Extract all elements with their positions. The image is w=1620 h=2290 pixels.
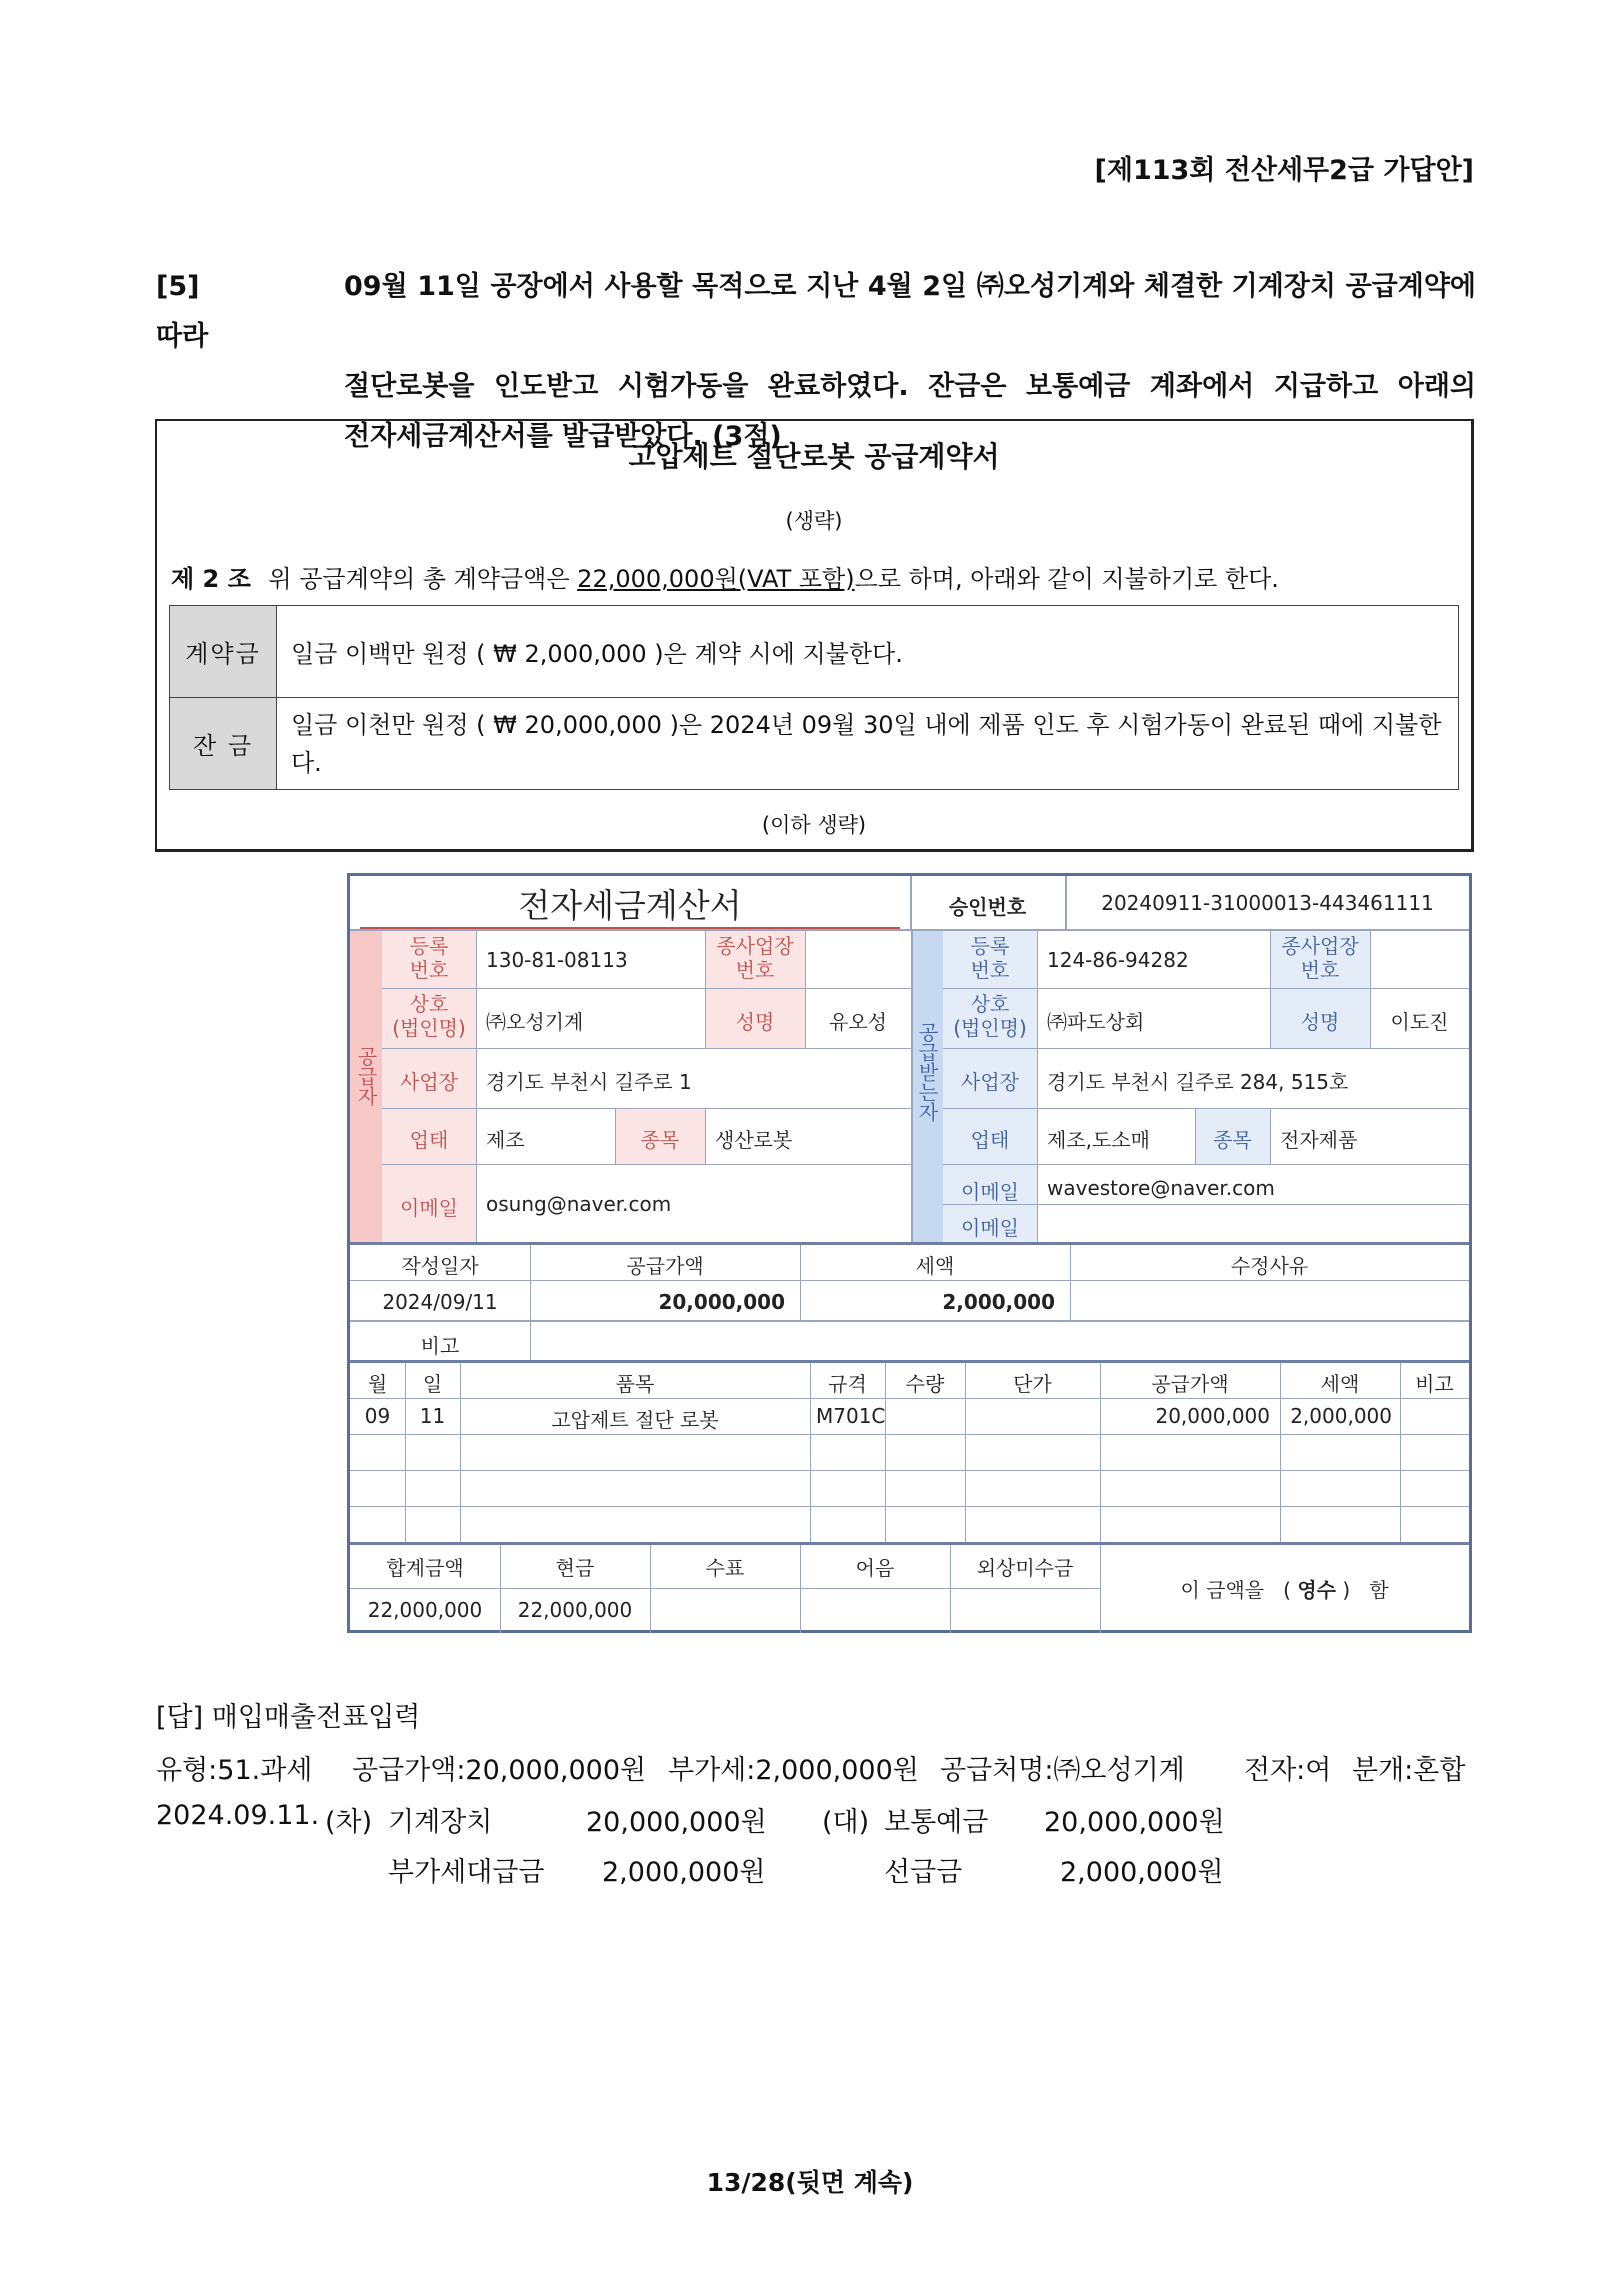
- approval-label: 승인번호: [948, 895, 1027, 919]
- line: [405, 1363, 406, 1542]
- buyer-side-label: [911, 1022, 943, 1127]
- item-header-month: 월: [367, 1372, 388, 1396]
- line: [350, 1242, 1469, 1245]
- buyer-reg-no: 124-86-94282: [1047, 948, 1189, 972]
- line: [1100, 1545, 1101, 1633]
- supply-header: 공급가액: [626, 1254, 704, 1278]
- debit-account-2: 부가세대급금: [388, 1857, 545, 1888]
- answer-vat: 부가세:2,000,000원: [668, 1755, 919, 1786]
- line: [1370, 930, 1371, 1048]
- buyer-company-label: 상호 (법인명): [953, 992, 1027, 1040]
- supplier-email: osung@naver.com: [486, 1192, 672, 1216]
- credit-amount-2: 2,000,000원: [1060, 1857, 1224, 1888]
- article-text-post: 으로 하며, 아래와 같이 지불하기로 한다.: [854, 565, 1279, 593]
- line: [810, 1363, 811, 1542]
- item-name: 고압제트 절단 로봇: [551, 1408, 719, 1432]
- line: [350, 1470, 1469, 1471]
- supplier-address: 경기도 부천시 길주로 1: [486, 1070, 692, 1094]
- total-sum: 22,000,000: [367, 1598, 483, 1622]
- line: [1037, 930, 1038, 1242]
- supplier-biz-item: 생산로봇: [715, 1128, 793, 1152]
- buyer-address: 경기도 부천시 길주로 284, 515호: [1047, 1070, 1349, 1094]
- article-text-pre: 위 공급계약의 총 계약금액은: [268, 565, 570, 593]
- answer-title: [답] 매입매출전표입력: [156, 1702, 421, 1733]
- line: [350, 1320, 1469, 1322]
- line: [950, 1545, 951, 1633]
- buyer-name-label: 성명: [1300, 1010, 1340, 1034]
- page-footer: 13/28(뒷면 계속): [706, 2168, 914, 2197]
- item-header-supply: 공급가액: [1151, 1372, 1229, 1396]
- credit-account-2: 선급금: [884, 1857, 963, 1888]
- line: [943, 1164, 1469, 1165]
- contract-omitted: (생략): [785, 509, 843, 533]
- receipt-word: 영수: [1297, 1578, 1336, 1602]
- debit-amount-2: 2,000,000원: [602, 1857, 766, 1888]
- item-header-unit-price: 단가: [1013, 1372, 1052, 1396]
- line: [1400, 1363, 1401, 1542]
- line: [1195, 1108, 1196, 1164]
- line: [615, 1108, 616, 1164]
- supplier-address-label: 사업장: [400, 1070, 458, 1094]
- item-month: 09: [364, 1404, 391, 1428]
- question-number: [5]: [156, 271, 200, 302]
- line: [350, 1506, 1469, 1507]
- line: [705, 930, 706, 1048]
- credit-amount-1: 20,000,000원: [1044, 1807, 1225, 1838]
- question-line-1: 09월 11일 공장에서 사용할 목적으로 지난 4월 2일 ㈜오성기계와 체결한 기계장치 공급계약에 따라: [156, 271, 1476, 352]
- line: [382, 1108, 911, 1109]
- buyer-name: 이도진: [1390, 1010, 1449, 1034]
- total-cash: 22,000,000: [517, 1598, 633, 1622]
- answer-vendor: 공급처명:㈜오성기계: [940, 1755, 1185, 1786]
- supplier-biz-item-label: 종목: [640, 1128, 680, 1152]
- supplier-side-label: [350, 1046, 382, 1111]
- item-header-name: 품목: [615, 1372, 655, 1396]
- line: [705, 1108, 706, 1164]
- contract-title: 고압제트 절단로봇 공급계약서: [628, 440, 1000, 473]
- item-header-tax: 세액: [1320, 1372, 1360, 1396]
- buyer-vertical-text: 공급받는자: [915, 1022, 939, 1122]
- buyer-email-label-2: 이메일: [961, 1216, 1019, 1240]
- supplier-biz-type-label: 업태: [409, 1128, 449, 1152]
- line: [500, 1545, 501, 1633]
- item-spec: M701C: [816, 1404, 886, 1428]
- payment-terms-table: [169, 605, 1459, 790]
- supplier-company: ㈜오성기계: [486, 1010, 584, 1034]
- supplier-reg-no: 130-81-08113: [486, 948, 628, 972]
- debit-amount-1: 20,000,000원: [586, 1807, 767, 1838]
- balance-text: 일금 이천만 원정 ( ₩ 20,000,000 )은 2024년 09월 30일 내에 제품 인도 후 시험가동이 완료된 때에 지불한다.: [277, 698, 1459, 790]
- line: [805, 930, 806, 1048]
- line: [1065, 876, 1067, 930]
- receipt-pre: 이 금액을: [1180, 1578, 1265, 1602]
- answer-type: 유형:51.과세: [156, 1755, 313, 1786]
- line: [1070, 1245, 1071, 1320]
- buyer-biz-type: 제조,도소매: [1047, 1128, 1150, 1152]
- total-header-cash: 현금: [555, 1556, 595, 1580]
- item-supply: 20,000,000: [1155, 1404, 1270, 1428]
- supplier-name: 유오성: [829, 1010, 887, 1034]
- line: [350, 1360, 1469, 1363]
- date-header: 작성일자: [401, 1254, 479, 1278]
- balance-label: 잔 금: [170, 698, 277, 790]
- buyer-biz-item: 전자제품: [1280, 1128, 1358, 1152]
- item-header-remark: 비고: [1415, 1372, 1454, 1396]
- line: [800, 1545, 801, 1633]
- item-header-day: 일: [422, 1372, 443, 1396]
- buyer-branch-no-label: 종사업장 번호: [1281, 934, 1359, 982]
- item-day: 11: [419, 1404, 446, 1428]
- line: [650, 1545, 651, 1633]
- line: [965, 1363, 966, 1542]
- line: [943, 988, 1469, 989]
- line: [1280, 1363, 1281, 1542]
- buyer-address-label: 사업장: [961, 1070, 1019, 1094]
- electronic-tax-invoice: [347, 873, 1472, 1633]
- receipt-statement: 이 금액을 ( 영수 ) 함: [1180, 1578, 1389, 1602]
- receipt-post: 함: [1369, 1578, 1389, 1602]
- approval-number: 20240911-31000013-443461111: [1101, 891, 1434, 915]
- total-header-check: 수표: [705, 1556, 745, 1580]
- supplier-company-label: 상호 (법인명): [392, 992, 466, 1040]
- line: [350, 1434, 1469, 1435]
- line: [1270, 1108, 1271, 1164]
- supplier-biz-type: 제조: [486, 1128, 525, 1152]
- supplier-email-label: 이메일: [400, 1196, 458, 1220]
- item-header-spec: 규격: [828, 1372, 867, 1396]
- journal-date: 2024.09.11.: [156, 1800, 320, 1831]
- item-tax: 2,000,000: [1290, 1404, 1392, 1428]
- invoice-title: 전자세금계산서: [518, 886, 742, 925]
- line: [911, 930, 913, 1242]
- question-line-3: 전자세금계산서를 발급받았다. (3점): [344, 421, 782, 452]
- line: [382, 1164, 911, 1165]
- contract-article-2: [171, 559, 1279, 594]
- line: [350, 929, 1469, 931]
- line: [460, 1363, 461, 1542]
- supplier-reg-no-label: 등록 번호: [409, 934, 449, 982]
- line: [1100, 1363, 1101, 1542]
- contract-omitted-end: (이하 생략): [761, 813, 867, 837]
- line: [476, 930, 477, 1242]
- line: [943, 1108, 1469, 1109]
- line: [350, 1588, 1100, 1589]
- line: [350, 1398, 1469, 1399]
- deposit-label: 계약금: [170, 606, 277, 698]
- answer-entry-mode: 분개:혼합: [1352, 1755, 1466, 1786]
- answer-supply: 공급가액:20,000,000원: [352, 1755, 647, 1786]
- buyer-biz-type-label: 업태: [970, 1128, 1010, 1152]
- invoice-supply-total: 20,000,000: [658, 1290, 785, 1314]
- debit-label: (차): [325, 1807, 373, 1838]
- line: [350, 1280, 1469, 1281]
- answer-electronic: 전자:여: [1244, 1755, 1332, 1786]
- remark-header: 비고: [420, 1334, 460, 1358]
- credit-label: (대): [822, 1807, 870, 1838]
- article-label: 제 2 조: [171, 565, 251, 593]
- item-header-qty: 수량: [905, 1372, 945, 1396]
- invoice-tax-total: 2,000,000: [942, 1290, 1055, 1314]
- total-header-note: 어음: [855, 1556, 895, 1580]
- supplier-name-label: 성명: [735, 1010, 775, 1034]
- total-header-sum: 합계금액: [386, 1556, 464, 1580]
- supply-contract: [155, 419, 1474, 852]
- line: [382, 988, 911, 989]
- line: [1270, 930, 1271, 1048]
- line: [800, 1245, 801, 1320]
- buyer-email-1: wavestore@naver.com: [1047, 1176, 1275, 1200]
- article-amount: 22,000,000원(VAT 포함): [577, 565, 855, 593]
- line: [943, 1048, 1469, 1049]
- supplier-branch-no-label: 종사업장 번호: [716, 934, 794, 982]
- line: [382, 1048, 911, 1049]
- line: [530, 1245, 531, 1360]
- supplier-vertical-text: 공급자: [354, 1046, 378, 1106]
- buyer-reg-no-label: 등록 번호: [970, 934, 1010, 982]
- line: [910, 876, 912, 930]
- tax-header: 세액: [915, 1254, 955, 1278]
- total-header-receivable: 외상미수금: [976, 1556, 1074, 1580]
- buyer-company: ㈜파도상회: [1047, 1010, 1145, 1034]
- buyer-biz-item-label: 종목: [1213, 1128, 1252, 1152]
- line: [943, 1204, 1469, 1205]
- invoice-date: 2024/09/11: [382, 1290, 498, 1314]
- exam-header: [제113회 전산세무2급 가답안]: [1094, 155, 1474, 186]
- line: [885, 1363, 886, 1542]
- reason-header: 수정사유: [1230, 1254, 1309, 1278]
- question-line-2: 절단로봇을 인도받고 시험가동을 완료하였다. 잔금은 보통예금 계좌에서 지급하고 아래의: [344, 371, 1476, 402]
- debit-account-1: 기계장치: [388, 1807, 493, 1838]
- line: [350, 1542, 1469, 1545]
- credit-account-1: 보통예금: [884, 1807, 989, 1838]
- deposit-text: 일금 이백만 원정 ( ₩ 2,000,000 )은 계약 시에 지불한다.: [277, 606, 1459, 698]
- buyer-email-label-1: 이메일: [961, 1180, 1019, 1204]
